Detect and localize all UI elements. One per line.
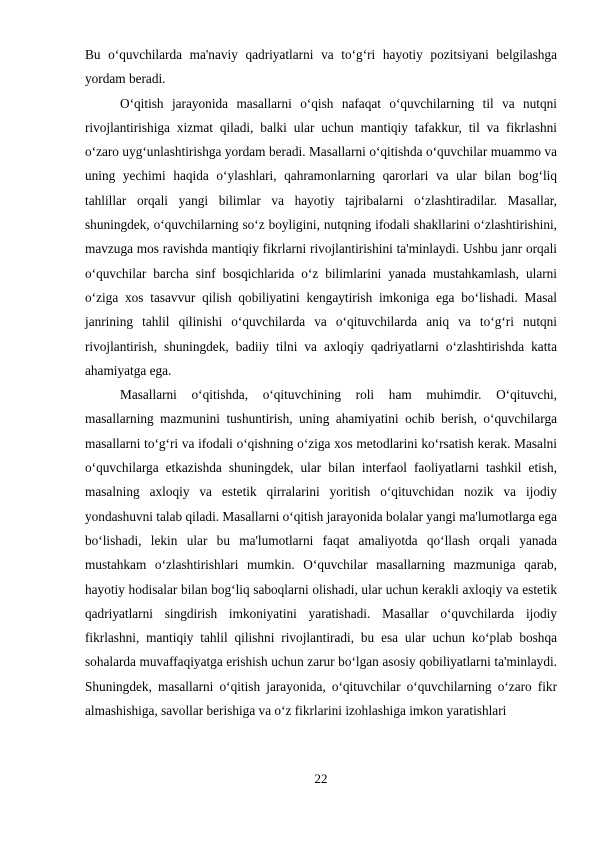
paragraph-teacher-role: Masallarni o‘qitishda, o‘qituvchining roli ham muhimdir. O‘qituvchi, masallarning mazmunini tushuntirish, uning ahamiyatini ochib berish, o‘quvchilarga masallarni to‘g‘ri va ifodali o‘qishning o‘ziga xos metodlarini ko‘rsatish kerak. Masalni o‘quvchilarga etkazishda shuningdek, ular bilan interfaol faoliyatlarni tashkil etish, masalning axloqiy va estetik qirralarini yoritish o‘qituvchidan nozik va ijodiy yondashuvni talab qiladi. Masallarni o‘qitish jarayonida bolalar yangi ma'lumotlarga ega bo‘lishadi, lekin ular bu ma'lumotlarni faqat amaliyotda qo‘llash orqali yanada mustahkam o‘zlashtirishlari mumkin. O‘quvchilar masallarning mazmuniga qarab, hayotiy hodisalar bilan bog‘liq saboqlarni olishadi, ular uchun kerakli axloqiy va estetik qadriyatlarni singdirish imkoniyatini yaratishadi. Masallar o‘quvchilarda ijodiy fikrlashni, mantiqiy tahlil qilishni rivojlantiradi, bu esa ular uchun ko‘plab boshqa sohalarda muvaffaqiyatga erishish uchun zarur bo‘lgan asosiy qobiliyatlarni ta'minlaydi. Shuningdek, masallarni o‘qitish jarayonida, o‘qituvchilar o‘quvchilarning o‘zaro fikr almashishiga, savollar berishiga va o‘z fikrlarini izohlashiga imkon yaratishlari <box>85 387 557 719</box>
paragraph-masal-reading: O‘qitish jarayonida masallarni o‘qish nafaqat o‘quvchilarning til va nutqni rivojlantirishiga xizmat qiladi, balki ular uchun mantiqiy tafakkur, til va fikrlashni o‘zaro uyg‘unlashtirishga yordam beradi. Masallarni o‘qitishda o‘quvchilar muammo va uning yechimi haqida o‘ylashlari, qahramonlarning qarorlari va ular bilan bog‘liq tahlillar orqali yangi bilimlar va hayotiy tajribalarni o‘zlashtiradilar. Masallar, shuningdek, o‘quvchilarning so‘z boyligini, nutqning ifodali shakllarini o‘zlashtirishini, mavzuga mos ravishda mantiqiy fikrlarni rivojlantirishini ta'minlaydi. Ushbu janr orqali o‘quvchilar barcha sinf bosqichlarida o‘z bilimlarini yanada mustahkamlash, ularni o‘ziga xos tasavvur qilish qobiliyatini kengaytirish imkoniga ega bo‘lishadi. Masal janrining tahlil qilinishi o‘quvchilarda va o‘qituvchilarda aniq va to‘g‘ri nutqni rivojlantirish, shuningdek, badiiy tilni va axloqiy qadriyatlarni o‘zlashtirishda katta ahamiyatga ega. <box>85 95 557 378</box>
page-number: 22 <box>314 771 328 786</box>
paragraph-continuation: Bu o‘quvchilarda ma'naviy qadriyatlarni va to‘g‘ri hayotiy pozitsiyani belgilashga yordam beradi. <box>85 47 557 87</box>
page-body <box>85 43 557 723</box>
